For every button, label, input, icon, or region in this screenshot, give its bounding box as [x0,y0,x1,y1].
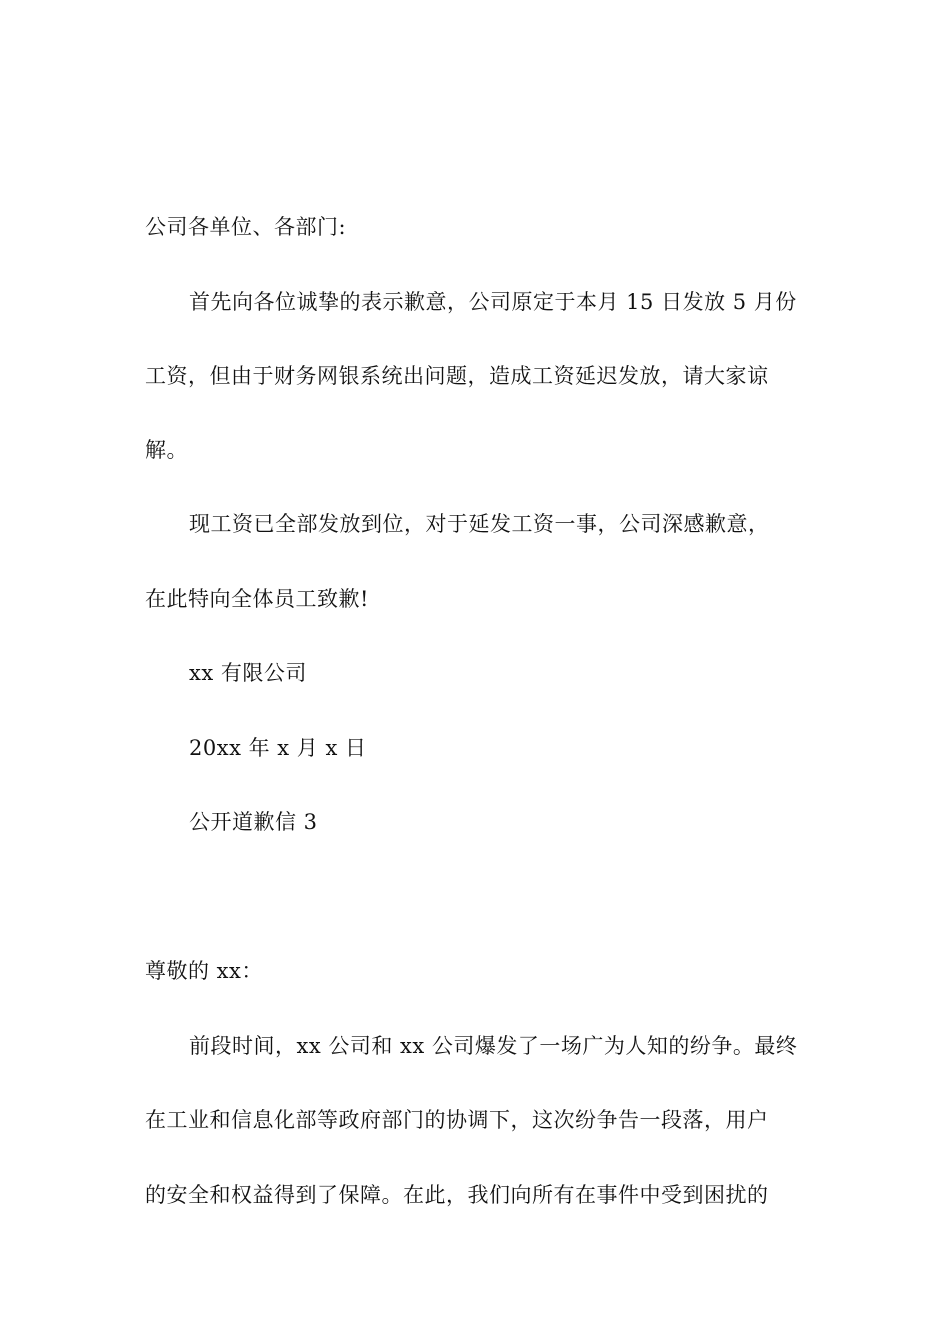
salutation-2: 尊敬的 xx： [145,959,263,983]
paragraph-1-line-2: 工资，但由于财务网银系统出问题，造成工资延迟发放，请大家谅 [145,364,769,388]
paragraph-1-line-1: 首先向各位诚挚的表示歉意，公司原定于本月 15 日发放 5 月份 [189,290,797,314]
paragraph-3-line-3: 的安全和权益得到了保障。在此，我们向所有在事件中受到困扰的 [145,1183,769,1207]
paragraph-2-line-1: 现工资已全部发放到位，对于延发工资一事，公司深感歉意， [189,512,770,536]
paragraph-1-line-3: 解。 [145,438,188,462]
salutation: 公司各单位、各部门: [145,215,347,239]
signature-date: 20xx 年 x 月 x 日 [189,736,367,760]
section-title: 公开道歉信 3 [189,810,318,834]
paragraph-3-line-1: 前段时间，xx 公司和 xx 公司爆发了一场广为人知的纷争。最终 [189,1034,798,1058]
signature-company: xx 有限公司 [189,661,307,685]
paragraph-3-line-2: 在工业和信息化部等政府部门的协调下，这次纷争告一段落，用户 [145,1108,769,1132]
paragraph-2-line-2: 在此特向全体员工致歉! [145,587,369,611]
